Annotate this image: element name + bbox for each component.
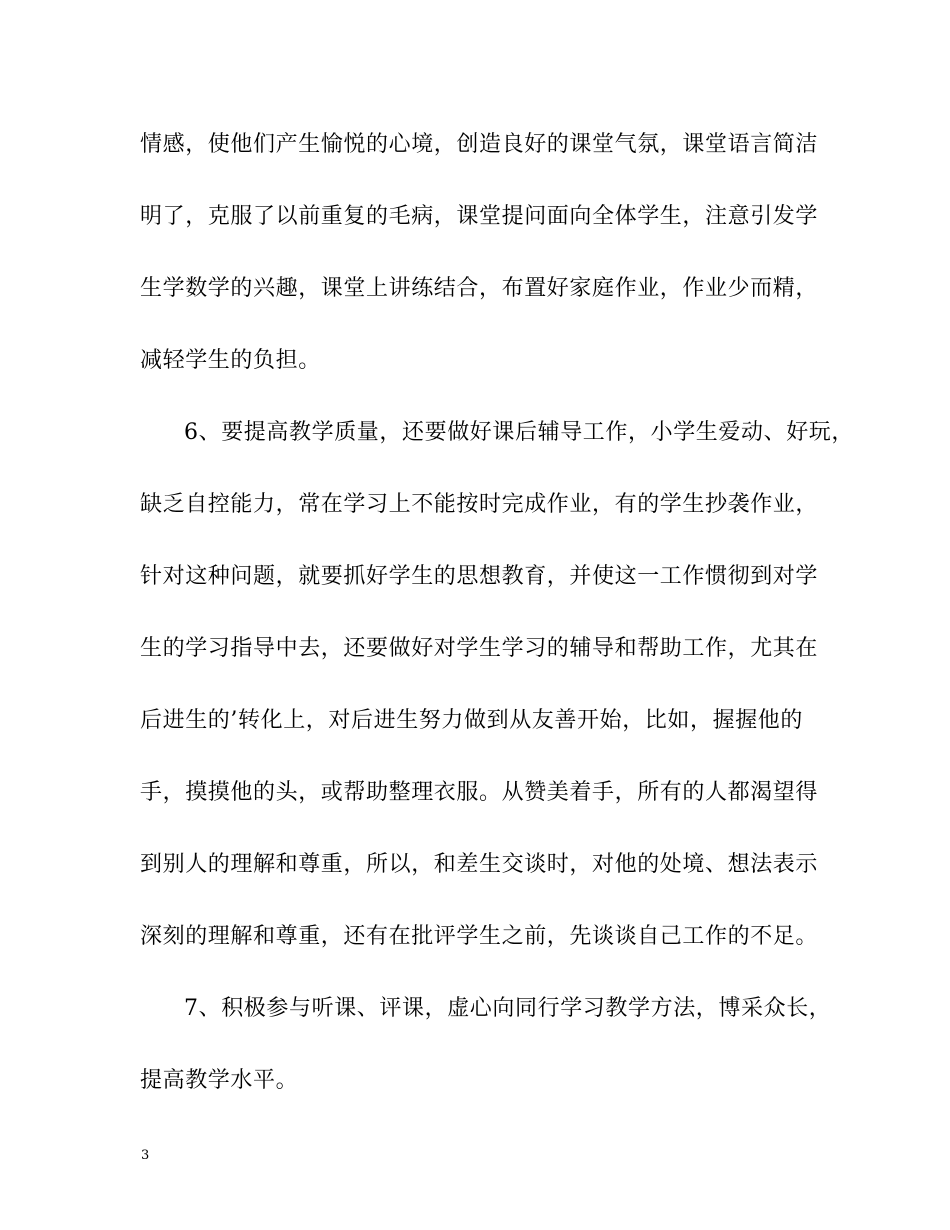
paragraph-line: 明了，克服了以前重复的毛病，课堂提问面向全体学生，注意引发学 (140, 204, 819, 229)
paragraph-line: 深刻的理解和尊重，还有在批评学生之前，先谈谈自己工作的不足。 (140, 924, 819, 949)
paragraph-line: 6、要提高教学质量，还要做好课后辅导工作，小学生爱动、好玩， (184, 420, 854, 445)
page-number: 3 (141, 1148, 150, 1163)
paragraph-line: 提高教学水平。 (140, 1068, 299, 1093)
paragraph-line: 生的学习指导中去，还要做好对学生学习的辅导和帮助工作，尤其在 (140, 636, 819, 661)
paragraph-line: 针对这种问题，就要抓好学生的思想教育，并使这一工作惯彻到对学 (140, 564, 819, 589)
paragraph-line: 情感，使他们产生愉悦的心境，创造良好的课堂气氛，课堂语言简洁 (140, 132, 819, 157)
paragraph-line: 到别人的理解和尊重，所以，和差生交谈时，对他的处境、想法表示 (140, 852, 819, 877)
paragraph-line: 缺乏自控能力，常在学习上不能按时完成作业，有的学生抄袭作业， (140, 492, 819, 517)
paragraph-line: 减轻学生的负担。 (140, 348, 321, 373)
paragraph-line: 后进生的’转化上，对后进生努力做到从友善开始，比如，握握他的 (140, 708, 803, 733)
paragraph-line: 生学数学的兴趣，课堂上讲练结合，布置好家庭作业，作业少而精， (140, 276, 819, 301)
paragraph-line: 手，摸摸他的头，或帮助整理衣服。从赞美着手，所有的人都渴望得 (140, 780, 819, 805)
paragraph-line: 7、积极参与听课、评课，虚心向同行学习教学方法，博采众长， (184, 996, 832, 1021)
